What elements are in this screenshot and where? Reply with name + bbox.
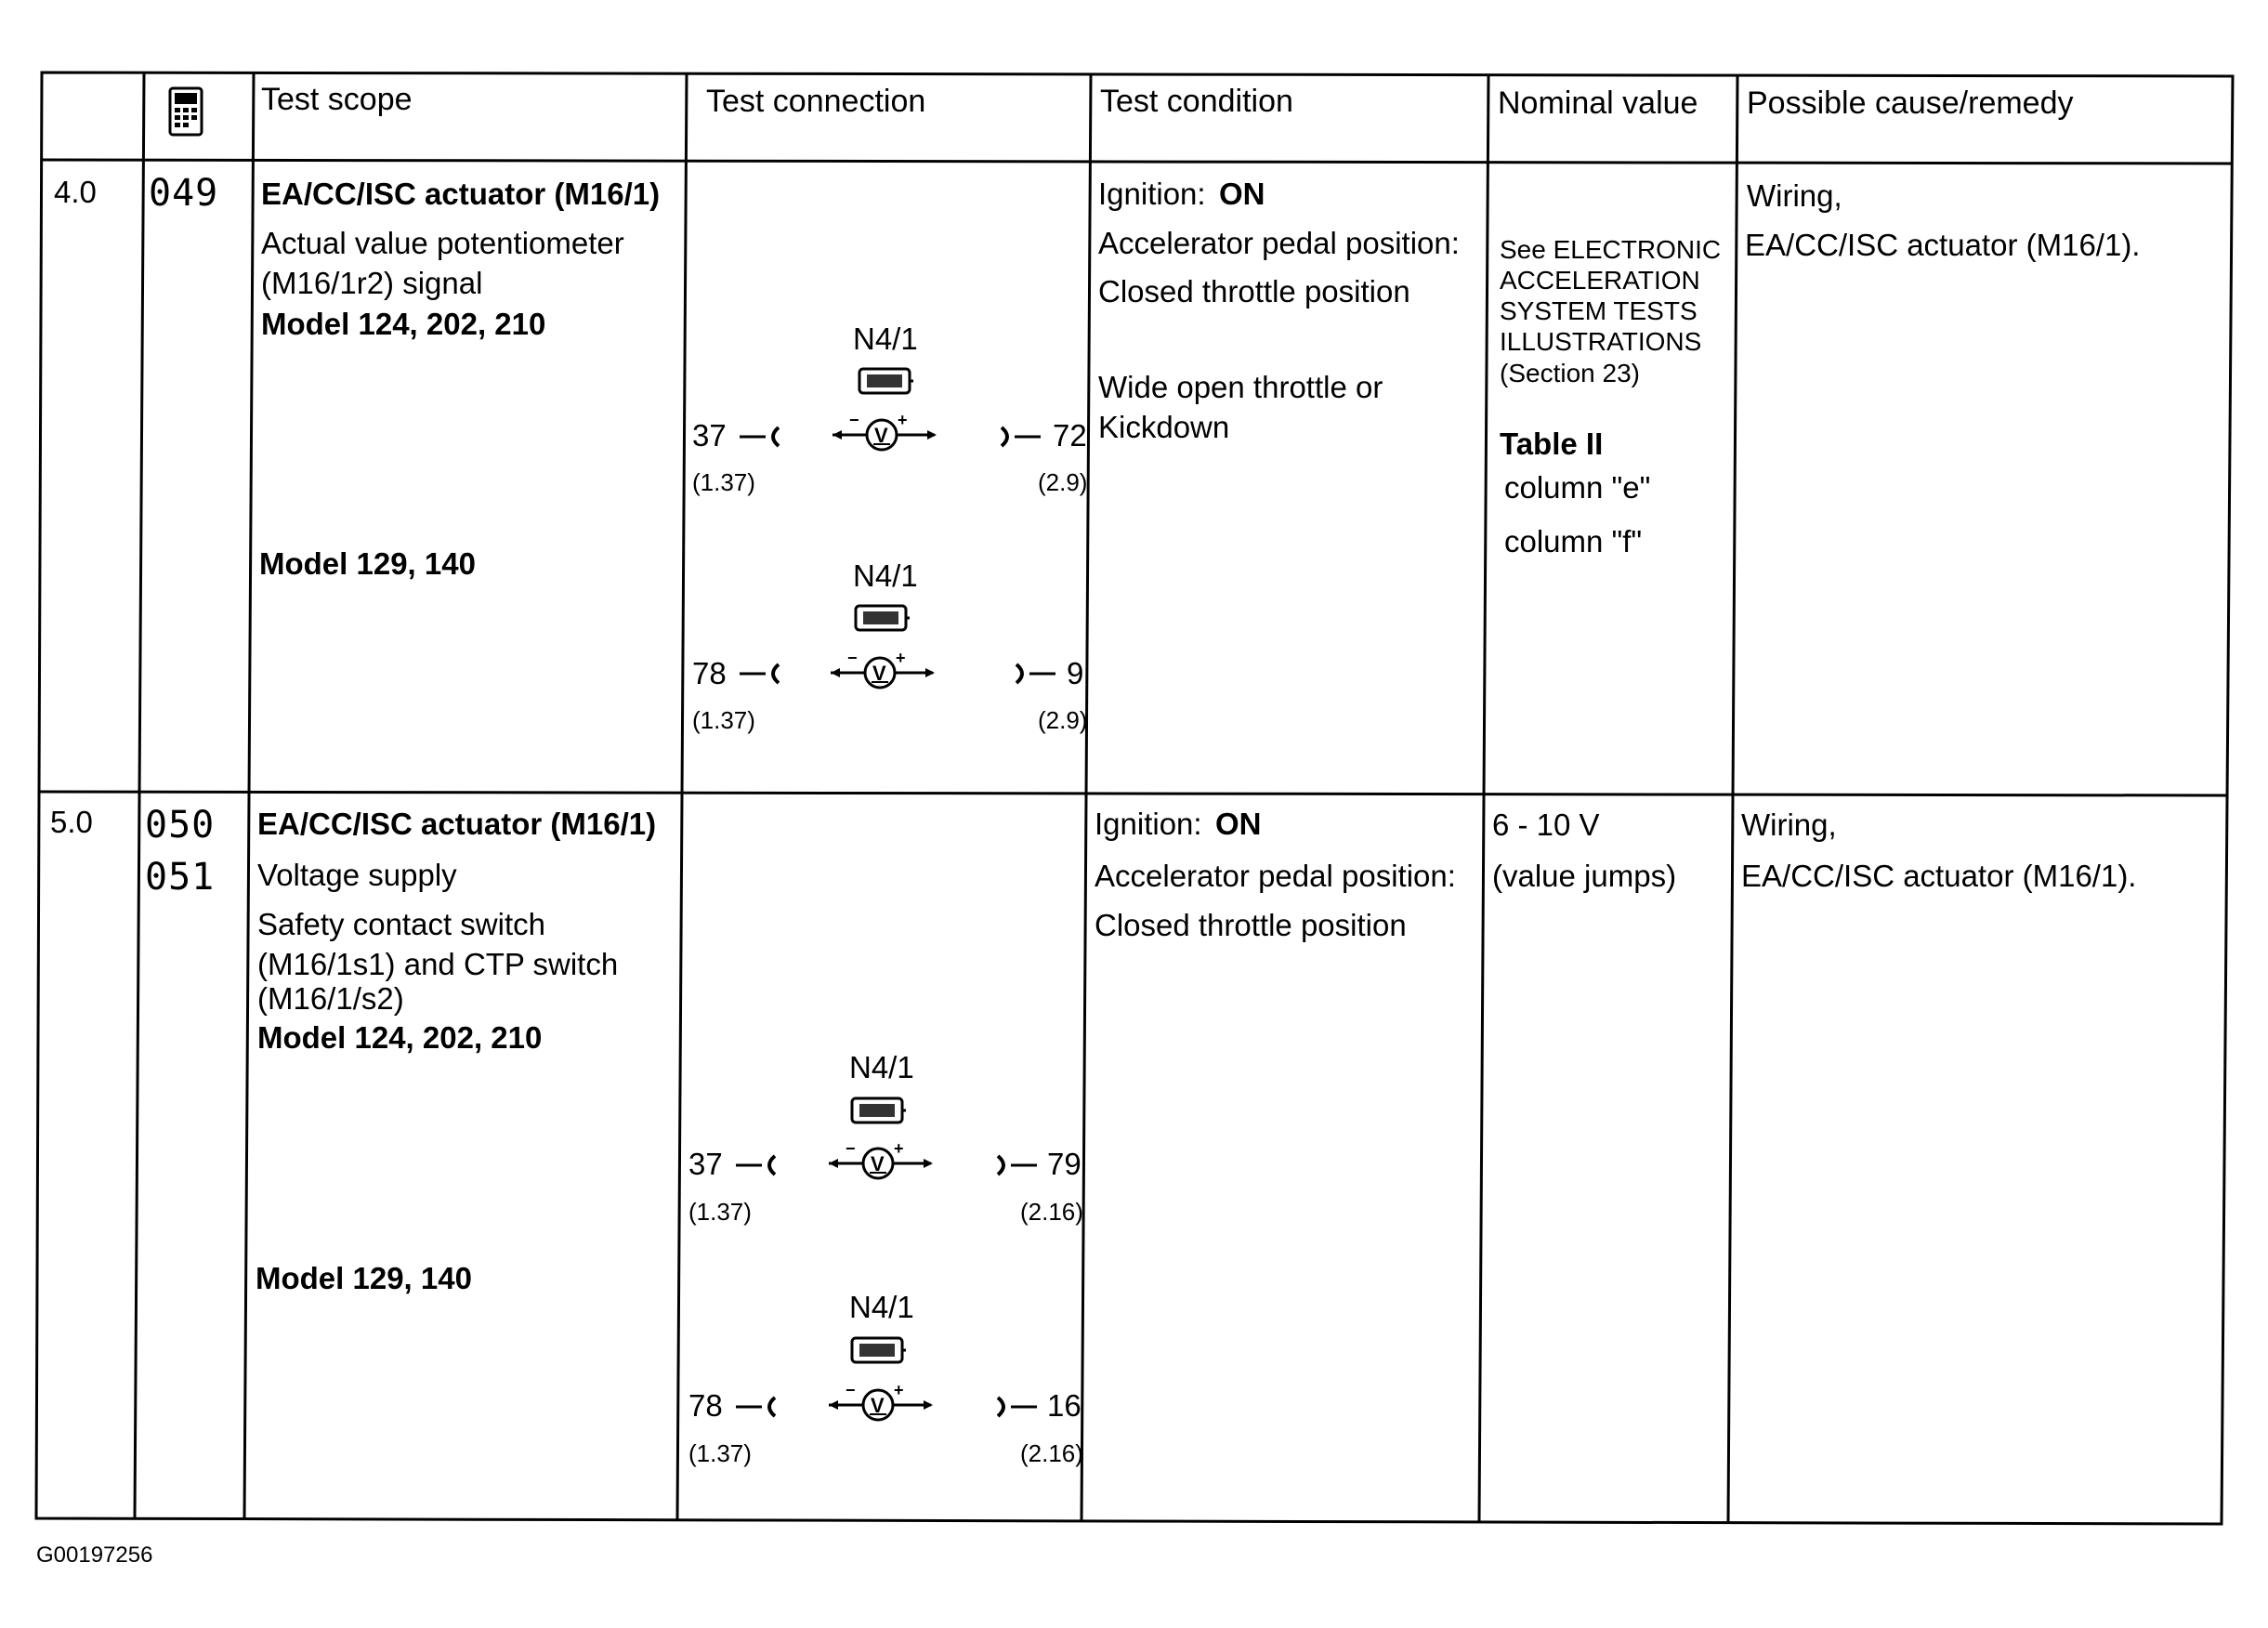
probe-left-icon [734,1394,779,1420]
svg-text:V: V [872,662,886,685]
fault-code: 051 [145,856,216,899]
pedal-position-value: Closed throttle position [1098,274,1410,309]
voltmeter-icon [825,1379,937,1425]
svg-text:+: + [894,1139,904,1158]
ignition-label: Ignition: [1098,177,1206,211]
probe-left-icon [734,1152,779,1178]
pin-right-sub: (2.16) [1020,1439,1083,1467]
pin-right-sub: (2.9) [1038,706,1088,734]
connector-icon [853,602,911,636]
control-unit-label: N4/1 [853,558,918,593]
cause-line: EA/CC/ISC actuator (M16/1). [1745,228,2141,262]
svg-text:V: V [871,1152,885,1175]
nominal-note: (value jumps) [1492,859,1677,893]
scope-title: EA/CC/ISC actuator (M16/1) [261,177,661,211]
pedal-position-label: Accelerator pedal position: [1095,859,1456,893]
pin-left: 78 [692,656,727,690]
pin-left-sub: (1.37) [692,706,755,734]
voltmeter-icon [825,1137,937,1184]
cause-line: EA/CC/ISC actuator (M16/1). [1741,859,2137,893]
pin-right: 72 [1053,418,1087,453]
header-possible-cause: Possible cause/remedy [1747,85,2074,121]
svg-text:+: + [898,411,908,429]
svg-text:−: − [849,411,859,429]
scope-desc-line: Voltage supply [257,858,457,892]
pin-left-sub: (1.37) [692,468,755,496]
model-label: Model 124, 202, 210 [261,307,546,341]
ignition-label: Ignition: [1095,807,1202,841]
model-label: Model 129, 140 [259,546,476,581]
pin-right-sub: (2.9) [1038,468,1088,496]
nominal-reference-line: SYSTEM TESTS [1500,296,1698,325]
pin-left: 37 [692,418,727,453]
model-label: Model 129, 140 [256,1261,472,1295]
control-unit-label: N4/1 [849,1290,914,1324]
probe-right-icon [1013,661,1057,687]
pin-left: 37 [688,1147,723,1181]
ignition-value: ON [1219,177,1265,211]
svg-text:+: + [896,649,906,667]
pin-left-sub: (1.37) [688,1439,752,1467]
scope-title: EA/CC/ISC actuator (M16/1) [257,807,657,841]
hand-held-tester-icon [167,85,206,139]
control-unit-label: N4/1 [853,322,918,356]
nominal-reference-line: See ELECTRONIC [1500,235,1722,264]
pin-right: 9 [1067,656,1084,690]
probe-right-icon [994,1152,1039,1178]
ignition-value: ON [1215,807,1262,841]
svg-text:−: − [846,1139,856,1158]
svg-text:−: − [846,1381,856,1399]
column-reference: column "f" [1504,524,1643,558]
column-reference: column "e" [1504,470,1651,505]
nominal-reference-line: ACCELERATION [1500,266,1700,295]
pin-right: 16 [1047,1388,1082,1423]
voltmeter-icon [829,409,940,455]
fault-code: 049 [149,172,219,215]
scope-desc-line: Safety contact switch [257,907,545,941]
probe-right-icon [994,1394,1039,1420]
step-number: 5.0 [50,805,93,839]
header-test-connection: Test connection [706,84,926,119]
nominal-value: 6 - 10 V [1492,807,1600,842]
pin-right: 79 [1047,1147,1082,1181]
pin-left-sub: (1.37) [688,1198,752,1226]
svg-text:V: V [871,1394,885,1417]
figure-id: G00197256 [36,1543,153,1568]
svg-text:V: V [874,424,888,447]
pedal-position-value: Wide open throttle or [1098,370,1383,404]
scope-desc-line: (M16/1s1) and CTP switch [257,947,619,981]
step-number: 4.0 [54,175,97,209]
pedal-position-label: Accelerator pedal position: [1098,226,1460,260]
header-test-scope: Test scope [261,82,413,117]
connector-icon [849,1095,907,1128]
probe-right-icon [998,424,1042,450]
scope-desc-line: (M16/1r2) signal [261,266,483,300]
pin-right-sub: (2.16) [1020,1198,1083,1226]
pin-left: 78 [688,1388,723,1423]
header-nominal-value: Nominal value [1498,85,1698,121]
cause-line: Wiring, [1747,178,1842,213]
pedal-position-value: Closed throttle position [1095,908,1407,942]
connector-icon [857,365,914,399]
svg-text:+: + [894,1381,904,1399]
scope-desc-line: (M16/1/s2) [257,981,404,1016]
svg-text:−: − [847,649,858,667]
table-reference: Table II [1500,427,1604,461]
control-unit-label: N4/1 [849,1050,914,1084]
header-test-condition: Test condition [1100,84,1293,119]
nominal-reference-line: ILLUSTRATIONS [1500,327,1702,356]
nominal-reference-line: (Section 23) [1500,359,1640,387]
probe-left-icon [738,424,782,450]
fault-code: 050 [145,804,216,847]
model-label: Model 124, 202, 210 [257,1020,543,1055]
probe-left-icon [738,661,782,687]
connector-icon [849,1334,907,1368]
voltmeter-icon [827,647,938,693]
scope-desc-line: Actual value potentiometer [261,226,624,260]
pedal-position-value: Kickdown [1098,410,1230,444]
cause-line: Wiring, [1741,807,1837,842]
